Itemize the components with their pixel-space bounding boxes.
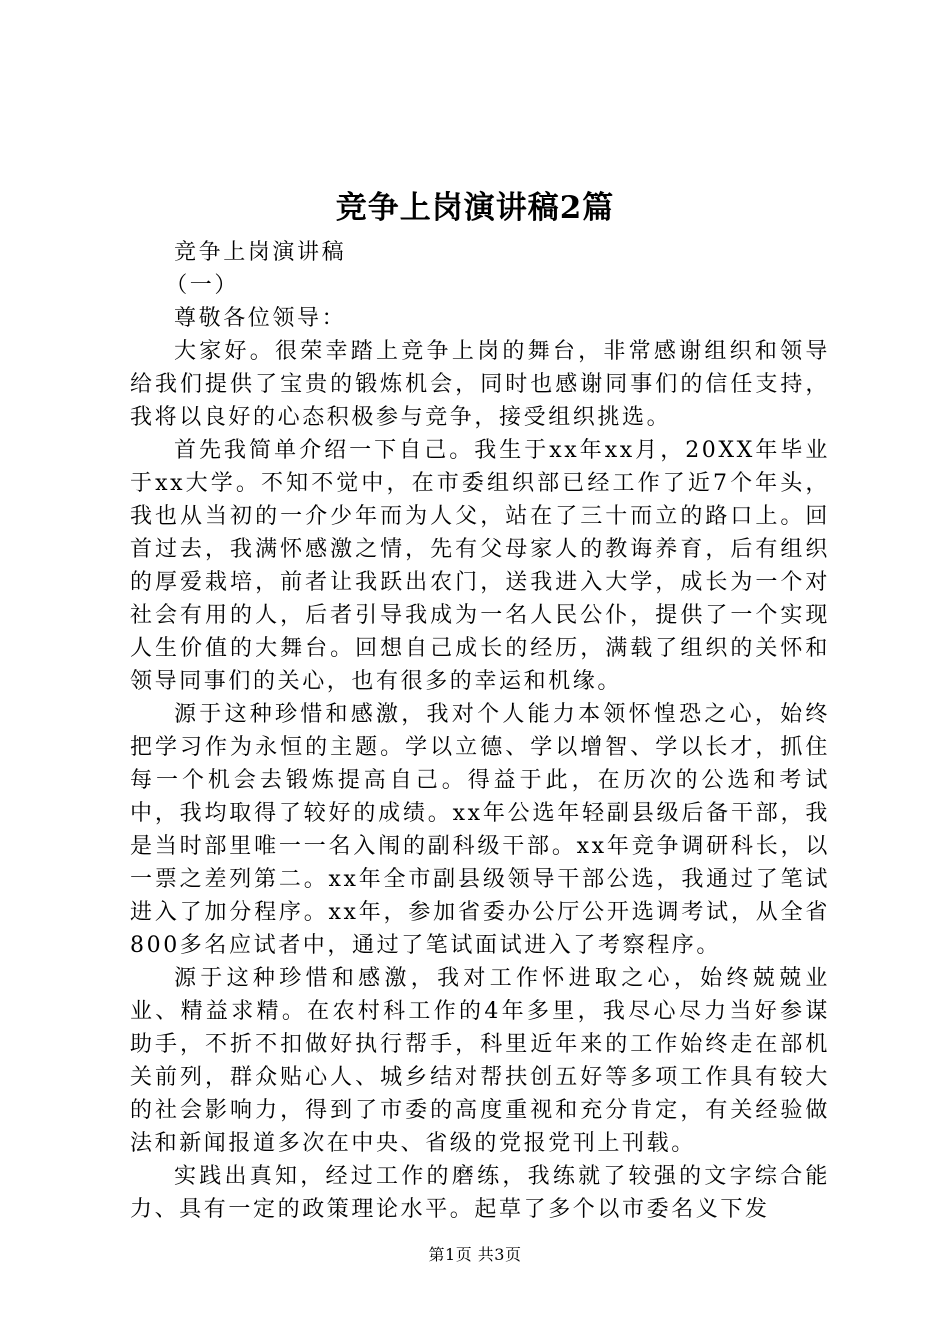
page-footer: 第1页 共3页 — [428, 1245, 522, 1264]
body-paragraph: 首先我简单介绍一下自己。我生于xx年xx月，20XX年毕业于xx大学。不知不觉中，在市委组织部已经工作了近7个年头，我也从当初的一介少年而为人父，站在了三十而立的路口上。回首过去，我满怀感激之情，先有父母家人的教诲养育，后有组织的厚爱栽培，前者让我跃出农门，送我进入大学，成长为一个对社会有用的人，后者引导我成为一名人民公仆，提供了一个实现人生价值的大舞台。回想自己成长的经历，满载了组织的关怀和领导同事们的关心，也有很多的幸运和机缘。 — [130, 438, 830, 694]
salutation-paragraph: 尊敬各位领导： — [174, 306, 347, 331]
body-paragraph: 源于这种珍惜和感激，我对工作怀进取之心，始终兢兢业业、精益求精。在农村科工作的4年多里，我尽心尽力当好参谋助手，不折不扣做好执行帮手，科里近年来的工作始终走在部机关前列，群众贴心人、城乡结对帮扶创五好等多项工作具有较大的社会影响力，得到了市委的高度重视和充分肯定，有关经验做法和新闻报道多次在中央、省级的党报党刊上刊载。 — [130, 966, 830, 1156]
body-paragraph: 大家好。很荣幸踏上竞争上岗的舞台，非常感谢组织和领导给我们提供了宝贵的锻炼机会，同时也感谢同事们的信任支持，我将以良好的心态积极参与竞争，接受组织挑选。 — [130, 339, 830, 430]
body-paragraph: 实践出真知，经过工作的磨练，我练就了较强的文字综合能力、具有一定的政策理论水平。起草了多个以市委名义下发 — [130, 1164, 830, 1222]
document-body — [130, 236, 830, 1226]
subtitle-paragraph: 竞争上岗演讲稿 — [174, 240, 347, 265]
document-title: 竞争上岗演讲稿2篇 — [335, 190, 615, 226]
section-number-paragraph: （一） — [165, 273, 239, 298]
body-paragraph: 源于这种珍惜和感激，我对个人能力本领怀惶恐之心，始终把学习作为永恒的主题。学以立德、学以增智、学以长才，抓住每一个机会去锻炼提高自己。得益于此，在历次的公选和考试中，我均取得了较好的成绩。xx年公选年轻副县级后备干部，我是当时部里唯一一名入闱的副科级干部。xx年竞争调研科长，以一票之差列第二。xx年全市副县级领导干部公选，我通过了笔试进入了加分程序。xx年，参加省委办公厅公开选调考试，从全省800多名应试者中，通过了笔试面试进入了考察程序。 — [130, 702, 830, 958]
